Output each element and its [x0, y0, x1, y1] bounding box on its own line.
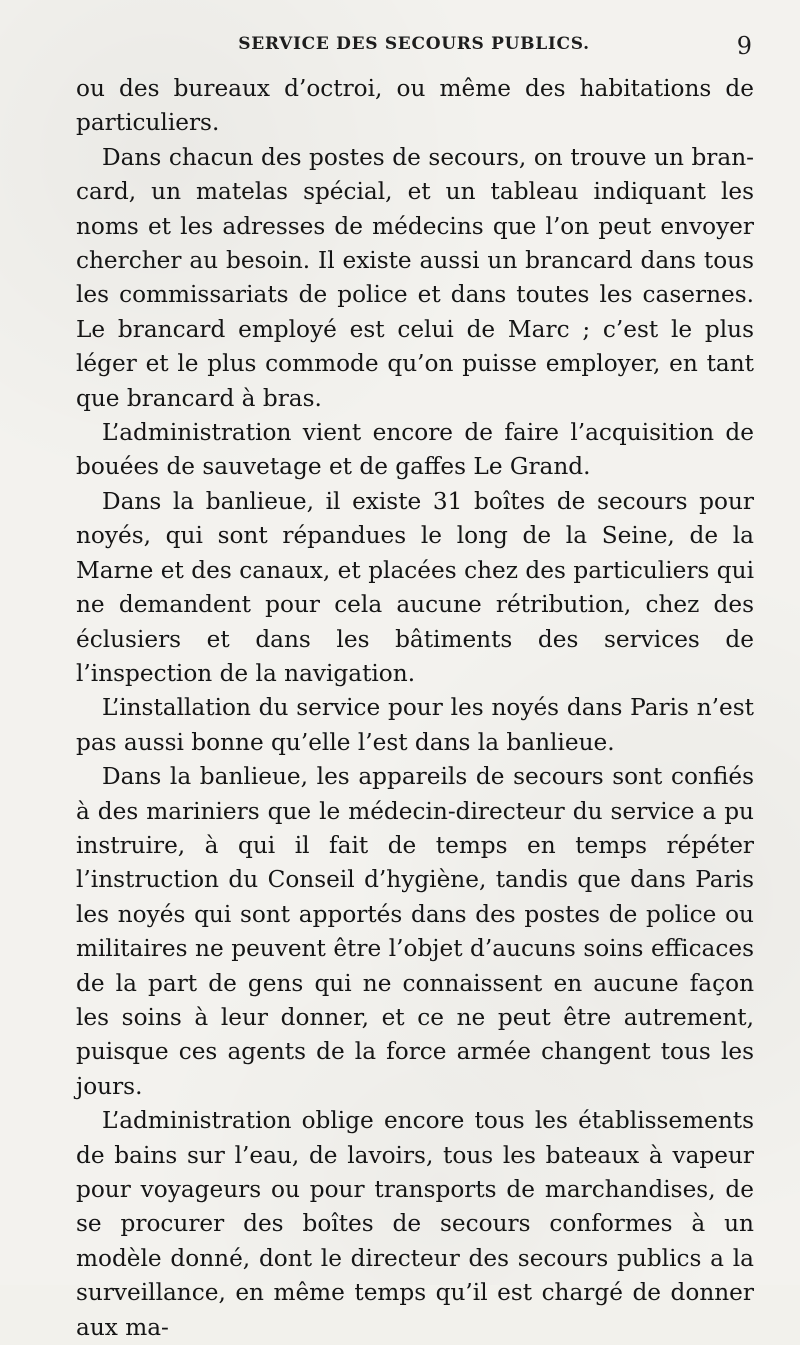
- paragraph-6: Dans la banlieue, les appareils de secours sont confiés à des mariniers que le médecin-directeur du service a pu instruire, à qui il fait de temps en temps répéter l’instruction du Conseil d’hygiène, tandis que dans Paris les noyés qui sont apportés dans des postes de police ou militaires ne peuvent être l’objet d’aucuns soins efficaces de la part de gens qui ne connaissent en aucune façon les soins à leur donner, et ce ne peut être autrement, puisque ces agents de la force armée changent tous les jours.: [76, 763, 754, 1100]
- running-title: SERVICE DES SECOURS PUBLICS.: [238, 34, 590, 54]
- paragraph-7: L’administration oblige encore tous les établissements de bains sur l’eau, de lavoirs, tous les bateaux à vapeur pour voyageurs ou pour transports de marchandises, de se procurer des boîtes de secours conformes à un modèle donné, dont le directeur des secours publics a la surveillance, en même temps qu’il est chargé de donner aux ma-: [76, 1107, 754, 1341]
- paragraph-5: L’installation du service pour les noyés dans Paris n’est pas aussi bonne qu’elle l’est dans la banlieue.: [76, 694, 754, 756]
- paragraph-3: L’administration vient encore de faire l’acquisition de bouées de sauvetage et de gaffes Le Grand.: [76, 419, 754, 481]
- paragraph-4: Dans la banlieue, il existe 31 boîtes de secours pour noyés, qui sont répandues le long de la Seine, de la Marne et des canaux, et placées chez des particuliers qui ne demandent pour cela aucune rétribution, chez des éclusiers et dans les bâtiments des services de l’inspection de la navigation.: [76, 487, 754, 687]
- page-number: 9: [736, 32, 752, 60]
- page-header: [76, 34, 752, 62]
- paragraph-2: Dans chacun des postes de secours, on trouve un brancard, un matelas spécial, et un tableau indiquant les noms et les adresses de médecins que l’on peut envoyer chercher au besoin. Il existe aussi un brancard dans tous les commissariats de police et dans toutes les casernes. Le brancard employé est celui de Marc ; c’est le plus léger et le plus commode qu’on puisse employer, en tant que brancard à bras.: [76, 143, 754, 412]
- paragraph-1: ou des bureaux d’octroi, ou même des habitations de particuliers.: [76, 75, 754, 137]
- body-text: [76, 72, 754, 1345]
